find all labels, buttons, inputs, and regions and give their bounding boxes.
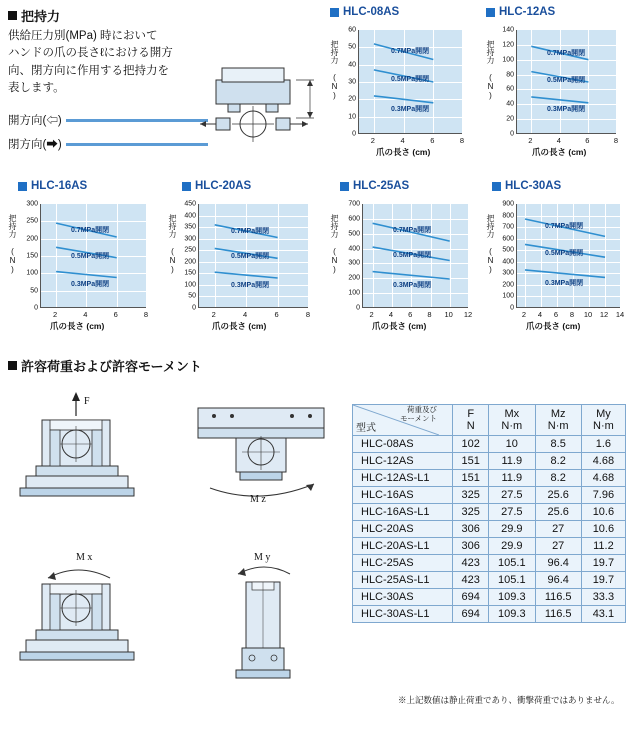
description-line-1: 供給圧力別(MPa) 時において [8, 30, 158, 42]
corner-label-top: 荷重及び モーメント [400, 405, 437, 423]
series-label-2: 0.3MPa開閉 [391, 106, 430, 113]
bullet-square-icon [182, 182, 191, 191]
corner-diagonal-cell [353, 405, 439, 435]
y-axis-title: 把持力 (N) [330, 40, 339, 100]
table-row: HLC-30AS 694 109.3 116.5 33.3 [353, 589, 626, 606]
bullet-square-icon [8, 11, 17, 20]
figure-moment-my [180, 548, 344, 688]
header-f [453, 405, 489, 436]
description-line-3: 向、閉方向に作用する把持力を [8, 64, 169, 77]
series-label-0: 0.7MPa開閉 [231, 228, 270, 235]
series-label-1: 0.5MPa開閉 [393, 252, 432, 259]
chart-hlc-08as: HLC-08AS 把持力 (N) 0 10 20 30 40 50 60 0.7MPa開閉 0.5MPa開閉 0.3MPa開閉 2 4 6 8 爪の長さ (cm) [330, 6, 465, 157]
table-row: HLC-25AS 423 105.1 96.4 19.7 [353, 555, 626, 572]
chart-title [486, 6, 555, 18]
header-mx [489, 405, 536, 436]
bullet-square-icon [330, 8, 339, 17]
chart-hlc-25as: HLC-25AS 把持力 (N) 0 100 200 300 400 500 600 700 0.7MPa開閉 0.5MPa開閉 0.3MPa開閉 2 4 6 8 10 12 爪の長さ (cm) [330, 180, 473, 331]
legend-open-line [66, 119, 208, 122]
label-mz: M z [250, 494, 266, 505]
table-row: HLC-20AS 306 29.9 27 10.6 [353, 521, 626, 538]
section-heading-load-moment [8, 356, 202, 375]
table-row: HLC-08AS 102 10 8.5 1.6 [353, 436, 626, 453]
table-row: HLC-30AS-L1 694 109.3 116.5 43.1 [353, 606, 626, 623]
plot-area [358, 30, 462, 134]
table-row: HLC-16AS 325 27.5 25.6 7.96 [353, 487, 626, 504]
y-axis-title: 把持力 (N) [486, 40, 495, 100]
series-label-2: 0.3MPa開閉 [71, 281, 110, 288]
chart-title [18, 180, 87, 192]
series-label-1: 0.5MPa開閉 [71, 253, 110, 260]
chart-title-label: HLC-16AS [31, 180, 88, 192]
corner-label-bottom: 型式 [356, 423, 376, 434]
legend-open-label: 開方向(⇦) [8, 115, 62, 127]
section-heading-label: 許容荷重および許容モーメント [21, 359, 202, 374]
x-axis-title: 爪の長さ (cm) [376, 147, 431, 157]
chart-title-label: HLC-08AS [343, 6, 400, 18]
bullet-square-icon [486, 8, 495, 17]
header-mz [535, 405, 581, 436]
y-axis-tick-labels: 0 10 20 30 40 50 60 [348, 26, 356, 138]
bullet-square-icon [492, 182, 501, 191]
y-axis-tick-labels: 0 50 100 150 200 250 300 [26, 200, 38, 312]
svg-text:F: F [84, 396, 90, 407]
load-moment-table [352, 404, 626, 623]
header-my [581, 405, 625, 436]
x-axis-title: 爪の長さ (cm) [372, 321, 427, 331]
chart-hlc-20as: HLC-20AS 把持力 (N) 0 50 100 150 200 250 300 350 400 450 0.7MPa開閉 0.5MPa開閉 0.3MPa開閉 2 4 6 8 爪の長さ (cm) [168, 180, 311, 331]
header-my-unit: N·m [593, 420, 614, 432]
header-f-name: F [467, 408, 475, 420]
table-header-row [353, 405, 626, 436]
header-my-name: My [596, 408, 611, 420]
legend-close-line [66, 143, 208, 146]
y-axis-tick-labels: 0 20 40 60 80 100 120 140 [502, 26, 514, 138]
series-label-0: 0.7MPa開閉 [71, 227, 110, 234]
y-axis-title: 把持力 (N) [168, 214, 177, 274]
y-axis-title: 把持力 (N) [8, 214, 17, 274]
legend-close-direction [8, 136, 208, 152]
legend-open-direction [8, 112, 208, 128]
chart-title [340, 180, 409, 192]
table-row: HLC-12AS-L1 151 11.9 8.2 4.68 [353, 470, 626, 487]
table-row: HLC-20AS-L1 306 29.9 27 11.2 [353, 538, 626, 555]
chart-title-label: HLC-30AS [505, 180, 562, 192]
table-row: HLC-12AS 151 11.9 8.2 4.68 [353, 453, 626, 470]
header-corner [353, 405, 453, 436]
x-axis-title: 爪の長さ (cm) [212, 321, 267, 331]
bullet-square-icon [18, 182, 27, 191]
header-f-unit: N [466, 420, 475, 432]
description-line-4: 表します。 [8, 81, 65, 94]
chart-title-label: HLC-25AS [353, 180, 410, 192]
series-label-2: 0.3MPa開閉 [231, 282, 270, 289]
header-mz-unit: N·m [547, 420, 569, 432]
plot-area [40, 204, 146, 308]
plot-area [516, 30, 616, 134]
hand-schematic-drawing [196, 38, 326, 146]
plot-area [362, 204, 468, 308]
chart-hlc-16as: HLC-16AS 把持力 (N) 0 50 100 150 200 250 300 0.7MPa開閉 0.5MPa開閉 0.3MPa開閉 2 4 6 8 爪の長さ (cm) [8, 180, 149, 331]
series-label-2: 0.3MPa開閉 [547, 106, 586, 113]
grip-force-description [8, 28, 198, 97]
description-line-2: ハンドの爪の長さℓにおける開方 [8, 47, 173, 60]
y-axis-title: 把持力 (N) [486, 214, 495, 274]
plot-area [516, 204, 620, 308]
section-heading-label: 把持力 [21, 9, 61, 24]
series-label-0: 0.7MPa開閉 [391, 48, 430, 55]
chart-hlc-12as: HLC-12AS 把持力 (N) 0 20 40 60 80 100 120 140 0.7MPa開閉 0.5MPa開閉 0.3MPa開閉 2 4 6 8 爪の長さ (cm) [486, 6, 619, 157]
header-mx-name: Mx [504, 408, 520, 420]
x-axis-title: 爪の長さ (cm) [50, 321, 105, 331]
series-label-2: 0.3MPa開閉 [393, 282, 432, 289]
x-axis-title: 爪の長さ (cm) [526, 321, 581, 331]
figure-moment-mz [180, 390, 344, 510]
figure-force-f [14, 390, 174, 510]
table-row: HLC-25AS-L1 423 105.1 96.4 19.7 [353, 572, 626, 589]
chart-title [330, 6, 399, 18]
x-axis-title: 爪の長さ (cm) [532, 147, 587, 157]
series-label-2: 0.3MPa開閉 [545, 280, 584, 287]
y-axis-tick-labels: 0 100 200 300 400 500 600 700 800 900 [502, 200, 514, 312]
label-my: M y [254, 552, 271, 563]
chart-title-label: HLC-12AS [499, 6, 556, 18]
chart-title [492, 180, 561, 192]
bullet-square-icon [8, 361, 17, 370]
series-label-0: 0.7MPa開閉 [545, 223, 584, 230]
header-mz-name: Mz [550, 408, 566, 420]
y-axis-tick-labels: 0 50 100 150 200 250 300 350 400 450 [184, 200, 196, 312]
legend-close-label: 閉方向(➡) [8, 139, 62, 151]
label-mx: M x [76, 552, 93, 563]
chart-hlc-30as: HLC-30AS 把持力 (N) 0 100 200 300 400 500 600 700 800 900 0.7MPa開閉 0.5MPa開閉 0.3MPa開閉 2 4 6 8 10 12 14 爪の長さ (cm) [486, 180, 625, 331]
figure-moment-mx [14, 548, 174, 688]
header-mx-unit: N·m [501, 420, 523, 432]
plot-area [198, 204, 308, 308]
bullet-square-icon [340, 182, 349, 191]
section-heading-grip-force [8, 6, 60, 25]
series-label-0: 0.7MPa開閉 [547, 50, 586, 57]
y-axis-tick-labels: 0 100 200 300 400 500 600 700 [348, 200, 360, 312]
series-label-1: 0.5MPa開閉 [391, 76, 430, 83]
table-row: HLC-16AS-L1 325 27.5 25.6 10.6 [353, 504, 626, 521]
series-label-1: 0.5MPa開閉 [231, 253, 270, 260]
series-label-0: 0.7MPa開閉 [393, 227, 432, 234]
chart-title [182, 180, 251, 192]
y-axis-title: 把持力 (N) [330, 214, 339, 274]
table-footnote: ※上記数値は静止荷重であり、衝撃荷重ではありません。 [398, 695, 620, 705]
series-label-1: 0.5MPa開閉 [547, 77, 586, 84]
series-label-1: 0.5MPa開閉 [545, 250, 584, 257]
chart-title-label: HLC-20AS [195, 180, 252, 192]
